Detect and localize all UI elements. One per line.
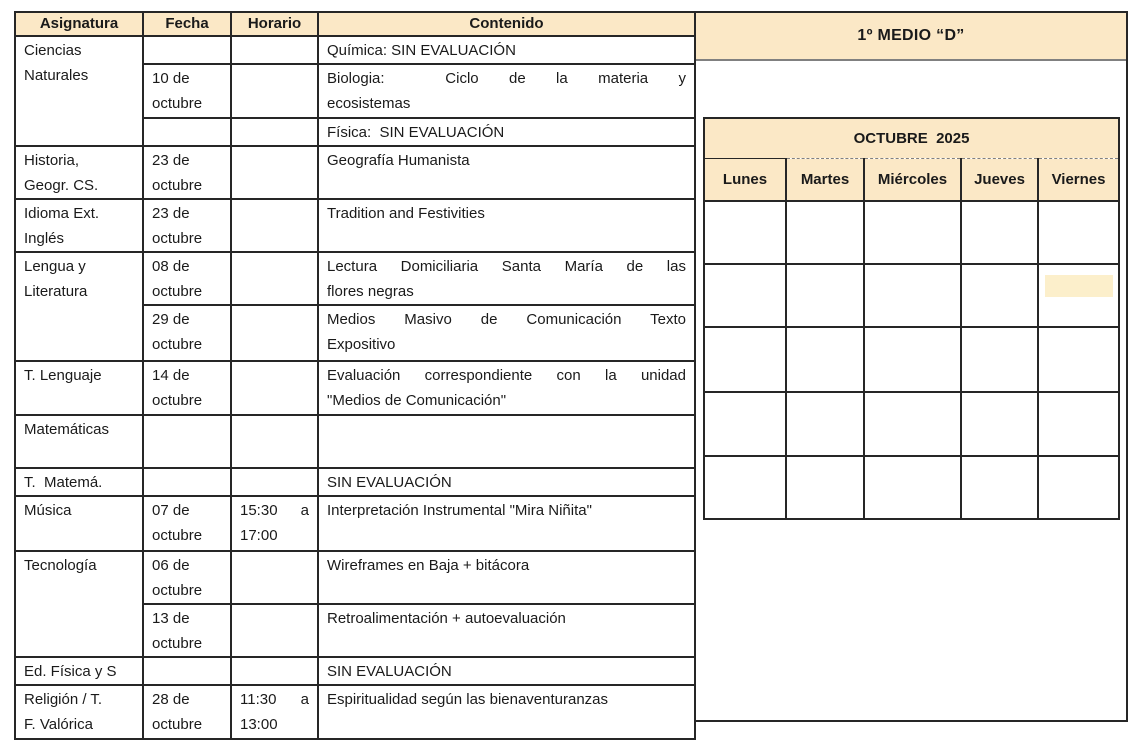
cell-line: Lengua y — [24, 258, 86, 275]
cell-fecha — [143, 305, 231, 361]
cell-asignatura — [15, 496, 143, 551]
cell-asignatura — [15, 199, 143, 252]
table-row — [15, 146, 695, 199]
cell-fecha — [143, 415, 231, 468]
calendar-slot — [1038, 392, 1119, 456]
cell-line: octubre — [152, 582, 203, 599]
schedule-table — [14, 11, 696, 740]
cell-fecha — [143, 199, 231, 252]
cell-contenido — [318, 64, 695, 118]
cell-line: octubre — [152, 283, 203, 300]
cell-line: Tradition and Festivities — [327, 205, 485, 222]
cell-asignatura — [15, 252, 143, 361]
cell-line: Geografía Humanista — [327, 152, 470, 169]
cell-horario — [231, 146, 318, 199]
cell-contenido — [318, 146, 695, 199]
cell-line: 23 de — [152, 152, 190, 169]
calendar-slot — [961, 456, 1038, 519]
table-row — [15, 551, 695, 604]
cell-fecha — [143, 496, 231, 551]
cell-fecha — [143, 604, 231, 657]
cell-horario — [231, 604, 318, 657]
cell-line: 28 de — [152, 691, 190, 708]
table-row — [15, 252, 695, 305]
cell-line: Lectura Domiciliaria Santa María de las — [327, 258, 686, 275]
cell-line: Inglés — [24, 230, 65, 247]
cell-line: octubre — [152, 336, 203, 353]
cell-line: Ciencias — [24, 42, 82, 59]
calendar-slot — [864, 201, 961, 264]
calendar-week-row — [704, 264, 1119, 327]
calendar-slot — [1038, 327, 1119, 392]
calendar-slot — [1038, 456, 1119, 519]
cell-line: 17:00 — [240, 527, 278, 544]
cell-fecha — [143, 657, 231, 685]
calendar-slot — [786, 456, 864, 519]
cell-line: Literatura — [24, 283, 88, 300]
table-row — [15, 468, 695, 496]
cell-line: 13 de — [152, 610, 190, 627]
cell-line: octubre — [152, 716, 203, 733]
cell-contenido — [318, 468, 695, 496]
class-title: 1º MEDIO “D” — [696, 13, 1126, 61]
cell-line: octubre — [152, 527, 203, 544]
cell-contenido — [318, 118, 695, 146]
right-panel — [696, 11, 1128, 722]
cell-line: 13:00 — [240, 716, 278, 733]
cell-asignatura — [15, 146, 143, 199]
day-header-jueves: Jueves — [961, 159, 1038, 202]
cell-horario — [231, 36, 318, 64]
table-row — [15, 361, 695, 415]
table-row — [15, 685, 695, 739]
calendar-slot — [961, 264, 1038, 327]
cell-asignatura — [15, 685, 143, 739]
cell-line: Física: SIN EVALUACIÓN — [327, 124, 505, 141]
cell-horario — [231, 496, 318, 551]
cell-line: Wireframes en Baja + bitácora — [327, 557, 530, 574]
cell-fecha — [143, 468, 231, 496]
table-row — [15, 496, 695, 551]
cell-horario — [231, 252, 318, 305]
cell-asignatura — [15, 361, 143, 415]
cell-line: "Medios de Comunicación" — [327, 392, 507, 409]
cell-line: F. Valórica — [24, 716, 93, 733]
cell-contenido — [318, 36, 695, 64]
cell-horario — [231, 305, 318, 361]
calendar-month-title: OCTUBRE 2025 — [704, 118, 1119, 159]
calendar-slot — [786, 392, 864, 456]
calendar-slot — [864, 327, 961, 392]
cell-asignatura — [15, 551, 143, 657]
cell-asignatura — [15, 468, 143, 496]
col-header-asignatura: Asignatura — [15, 12, 143, 36]
cell-line: Religión / T. — [24, 691, 103, 708]
cell-fecha — [143, 64, 231, 118]
calendar-slot — [1038, 264, 1119, 327]
calendar-slot — [961, 327, 1038, 392]
cell-line: Medios Masivo de Comunicación Texto — [327, 311, 686, 328]
cell-line: Geogr. CS. — [24, 177, 99, 194]
day-header-martes: Martes — [786, 159, 864, 202]
cell-line: Tecnología — [24, 557, 97, 574]
calendar-slot — [786, 201, 864, 264]
cell-fecha — [143, 36, 231, 64]
calendar-slot — [961, 392, 1038, 456]
table-row — [15, 415, 695, 468]
table-row — [15, 657, 695, 685]
day-header-lunes: Lunes — [704, 159, 786, 202]
cell-contenido — [318, 199, 695, 252]
cell-contenido — [318, 361, 695, 415]
cell-contenido — [318, 305, 695, 361]
cell-line: Espiritualidad según las bienaventuranzas — [327, 691, 609, 708]
cell-horario — [231, 657, 318, 685]
calendar-slot — [864, 456, 961, 519]
cell-horario — [231, 361, 318, 415]
calendar-week-row — [704, 392, 1119, 456]
calendar-slot — [704, 201, 786, 264]
schedule-header-row — [15, 12, 695, 36]
col-header-contenido: Contenido — [318, 12, 695, 36]
calendar-slot — [864, 264, 961, 327]
cell-line: SIN EVALUACIÓN — [327, 663, 452, 680]
cell-line: SIN EVALUACIÓN — [327, 474, 452, 491]
cell-line: Retroalimentación + autoevaluación — [327, 610, 566, 627]
cell-contenido — [318, 551, 695, 604]
cell-line: octubre — [152, 95, 203, 112]
calendar-highlight — [1045, 275, 1113, 297]
cell-contenido — [318, 685, 695, 739]
calendar-slot — [864, 392, 961, 456]
cell-line: T. Matemá. — [24, 474, 103, 491]
cell-line: Biologia: Ciclo de la materia y — [327, 70, 686, 87]
cell-line: 15:30 a — [240, 502, 309, 519]
cell-line: Música — [24, 502, 72, 519]
calendar-week-row — [704, 201, 1119, 264]
calendar-day-header-row — [704, 159, 1119, 202]
calendar-slot — [786, 327, 864, 392]
cell-asignatura — [15, 415, 143, 468]
cell-fecha — [143, 118, 231, 146]
cell-line: Química: SIN EVALUACIÓN — [327, 42, 516, 59]
cell-line: 29 de — [152, 311, 190, 328]
cell-line: 14 de — [152, 367, 190, 384]
cell-line: octubre — [152, 177, 203, 194]
calendar-slot — [1038, 201, 1119, 264]
calendar-slot — [704, 327, 786, 392]
cell-line: Matemáticas — [24, 421, 110, 438]
cell-fecha — [143, 551, 231, 604]
cell-line: 08 de — [152, 258, 190, 275]
cell-line: 10 de — [152, 70, 190, 87]
cell-line: 06 de — [152, 557, 190, 574]
cell-asignatura — [15, 36, 143, 146]
cell-contenido — [318, 252, 695, 305]
calendar-slot — [961, 201, 1038, 264]
cell-contenido — [318, 604, 695, 657]
day-header-miercoles: Miércoles — [864, 159, 961, 202]
cell-horario — [231, 64, 318, 118]
cell-fecha — [143, 146, 231, 199]
cell-horario — [231, 118, 318, 146]
cell-line: T. Lenguaje — [24, 367, 102, 384]
cell-asignatura — [15, 657, 143, 685]
cell-fecha — [143, 685, 231, 739]
cell-contenido — [318, 415, 695, 468]
calendar-month-row — [704, 118, 1119, 159]
cell-line: 11:30 a — [240, 691, 309, 708]
cell-line: Historia, — [24, 152, 80, 169]
col-header-horario: Horario — [231, 12, 318, 36]
cell-contenido — [318, 657, 695, 685]
day-header-viernes: Viernes — [1038, 159, 1119, 202]
cell-line: flores negras — [327, 283, 414, 300]
cell-contenido — [318, 496, 695, 551]
cell-line: octubre — [152, 392, 203, 409]
cell-horario — [231, 685, 318, 739]
cell-horario — [231, 551, 318, 604]
calendar-slot — [704, 456, 786, 519]
cell-line: Idioma Ext. — [24, 205, 100, 222]
cell-fecha — [143, 252, 231, 305]
cell-line: Interpretación Instrumental "Mira Niñita" — [327, 502, 592, 519]
cell-line: Naturales — [24, 67, 89, 84]
calendar-week-row — [704, 327, 1119, 392]
col-header-fecha: Fecha — [143, 12, 231, 36]
calendar-slot — [704, 264, 786, 327]
calendar-table — [703, 117, 1120, 520]
cell-line: octubre — [152, 230, 203, 247]
cell-horario — [231, 468, 318, 496]
calendar-slot — [786, 264, 864, 327]
table-row — [15, 199, 695, 252]
document-page — [14, 11, 1128, 740]
calendar-week-row — [704, 456, 1119, 519]
table-row — [15, 36, 695, 64]
cell-line: Evaluación correspondiente con la unidad — [327, 367, 686, 384]
cell-line: ecosistemas — [327, 95, 411, 112]
cell-horario — [231, 415, 318, 468]
cell-line: 07 de — [152, 502, 190, 519]
cell-horario — [231, 199, 318, 252]
cell-line: 23 de — [152, 205, 190, 222]
calendar-slot — [704, 392, 786, 456]
cell-line: Expositivo — [327, 336, 396, 353]
cell-line: Ed. Física y S — [24, 663, 117, 680]
cell-fecha — [143, 361, 231, 415]
cell-line: octubre — [152, 635, 203, 652]
